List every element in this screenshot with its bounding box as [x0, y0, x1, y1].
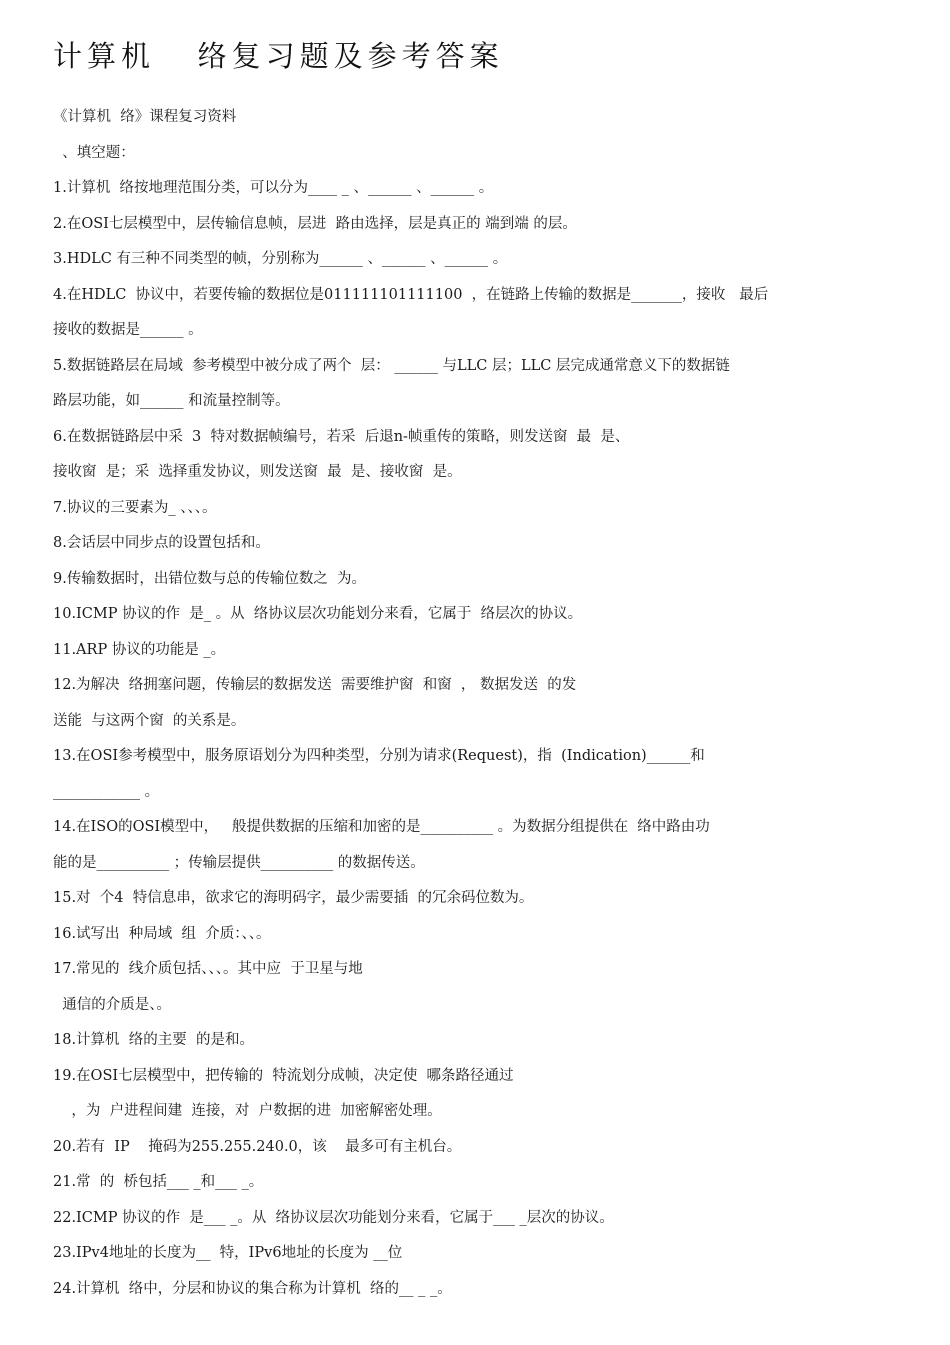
- text-line: 《计算机 络》课程复习资料: [53, 109, 237, 125]
- text-line: 22.ICMP 协议的作 是___ _。从 络协议层次功能划分来看，它属于___ _层次的协议。: [53, 1209, 614, 1226]
- text-line: 21.常 的 桥包括___ _和___ _。: [53, 1174, 264, 1190]
- text-line: 、填空题：: [53, 144, 135, 161]
- text-line: ，为 户进程间建 连接，对 户数据的进 加密解密处理。: [53, 1103, 442, 1119]
- text-line: 10.ICMP 协议的作 是_ 。从 络协议层次功能划分来看，它属于 络层次的协议。: [53, 606, 583, 622]
- text-line: 16.试写出 种局域 组 介质：、、。: [53, 925, 271, 942]
- text-line: 9.传输数据时，出错位数与总的传输位数之 为。: [53, 570, 367, 587]
- text-line: 7.协议的三要素为_ 、、、。: [53, 499, 217, 516]
- document-title: 计算机 络复习题及参考答案: [53, 39, 504, 73]
- text-line: 19.在OSI七层模型中，把传输的 特流划分成帧，决定使 哪条路径通过: [53, 1067, 514, 1084]
- text-line: 8.会话层中同步点的设置包括和。: [53, 535, 270, 551]
- text-line: 3.HDLC 有三种不同类型的帧，分别称为______ 、______ 、______ 。: [53, 251, 508, 267]
- text-line: 23.IPv4地址的长度为__ 特，IPv6地址的长度为 __位: [53, 1245, 403, 1261]
- text-line: 11.ARP 协议的功能是 _。: [53, 641, 226, 658]
- text-line: 14.在ISO的OSI模型中， 般提供数据的压缩和加密的是__________ 。为数据分组提供在 络中路由功: [53, 819, 710, 835]
- text-line: 路层功能，如______ 和流量控制等。: [53, 393, 290, 409]
- text-line: 能的是__________ ；传输层提供__________ 的数据传送。: [53, 854, 425, 871]
- text-line: 4.在HDLC 协议中，若要传输的数据位是011111101111100 ，在链路上传输的数据是_______，接收 最后: [53, 286, 769, 303]
- text-line: 送能 与这两个窗 的关系是。: [53, 712, 246, 729]
- text-line: ____________ 。: [53, 783, 160, 800]
- text-line: 20.若有 IP 掩码为255.255.240.0，该 最多可有主机台。: [53, 1138, 462, 1155]
- text-line: 1.计算机 络按地理范围分类，可以分为____ _ 、______ 、______ 。: [53, 180, 494, 196]
- text-line: 接收窗 是；采 选择重发协议，则发送窗 最 是、接收窗 是。: [53, 464, 462, 480]
- text-line: 24.计算机 络中，分层和协议的集合称为计算机 络的__ _ _。: [53, 1280, 452, 1297]
- text-line: 2.在OSI七层模型中，层传输信息帧，层进 路由选择，层是真正的 端到端 的层。: [53, 215, 577, 232]
- text-line: 18.计算机 络的主要 的是和。: [53, 1032, 254, 1048]
- text-line: 5.数据链路层在局域 参考模型中被分成了两个 层： ______ 与LLC 层；LLC 层完成通常意义下的数据链: [53, 357, 730, 374]
- text-line: 12.为解决 络拥塞问题，传输层的数据发送 需要维护窗 和窗 ， 数据发送 的发: [53, 677, 577, 693]
- text-line: 15.对 个4 特信息串，欲求它的海明码字，最少需要插 的冗余码位数为。: [53, 890, 534, 906]
- text-line: 接收的数据是______ 。: [53, 322, 203, 338]
- text-line: 通信的介质是、。: [53, 996, 171, 1013]
- text-line: 6.在数据链路层中采 3 特对数据帧编号，若采 后退n-帧重传的策略，则发送窗 最 是、: [53, 428, 630, 445]
- text-line: 13.在OSI参考模型中，服务原语划分为四种类型，分别为请求(Request)，指 (Indication)______和: [53, 748, 705, 764]
- document-body: [53, 104, 913, 1311]
- text-line: 17.常见的 线介质包括、、、。其中应 于卫星与地: [53, 961, 363, 977]
